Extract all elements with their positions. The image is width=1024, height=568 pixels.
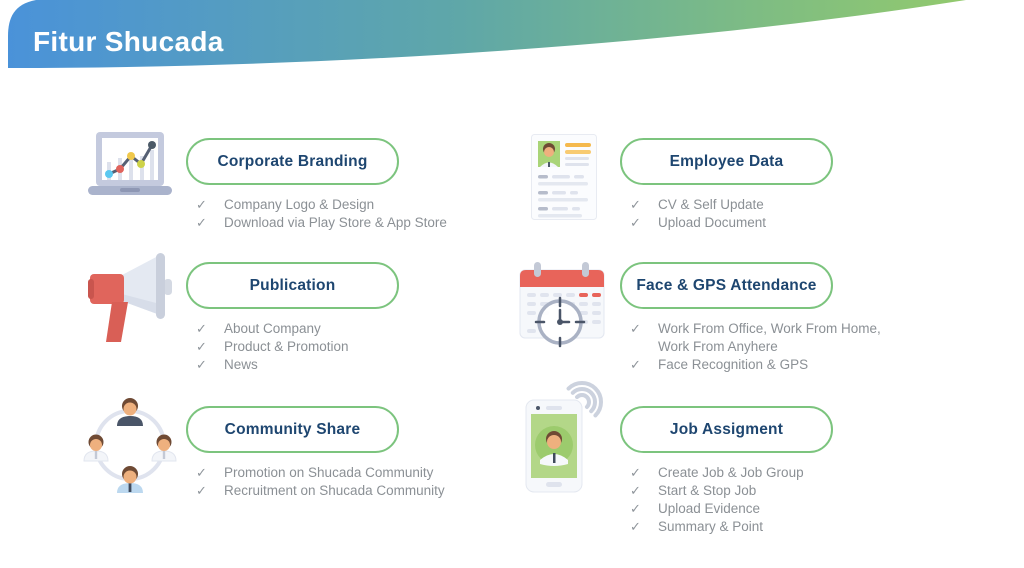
feature-community-share [82, 406, 502, 500]
feature-item-text: Upload Evidence [658, 501, 761, 516]
feature-item-text: Promotion on Shucada Community [224, 465, 434, 480]
header-band [0, 0, 1024, 80]
people-network-icon [82, 392, 178, 494]
feature-employee-data [516, 138, 936, 232]
feature-item-text: Create Job & Job Group [658, 465, 804, 480]
feature-item [620, 482, 936, 500]
laptop-chart-icon [82, 132, 178, 200]
feature-title-pill [620, 138, 833, 185]
megaphone-icon [82, 252, 178, 344]
feature-publication [82, 262, 502, 374]
id-card-icon [516, 134, 612, 220]
feature-item [186, 214, 502, 232]
feature-title-pill [186, 262, 399, 309]
check-icon: ✓ [196, 215, 207, 230]
feature-item [620, 320, 936, 356]
feature-item-text: Product & Promotion [224, 339, 349, 354]
feature-job-assigment [516, 406, 936, 536]
check-icon: ✓ [630, 501, 641, 516]
feature-item [620, 214, 936, 232]
feature-title: Corporate Branding [217, 152, 368, 170]
feature-title-pill [620, 262, 833, 309]
feature-item-text: Company Logo & Design [224, 197, 375, 212]
feature-title: Community Share [224, 420, 361, 438]
smartphone-wifi-icon [516, 380, 612, 496]
feature-item-text: Download via Play Store & App Store [224, 215, 447, 230]
check-icon: ✓ [630, 197, 641, 212]
feature-item-text: Start & Stop Job [658, 483, 757, 498]
feature-item [620, 518, 936, 536]
check-icon: ✓ [196, 357, 207, 372]
feature-item-text: About Company [224, 321, 321, 336]
feature-item-text: Face Recognition & GPS [658, 357, 809, 372]
feature-item-text: Work From Office, Work From Home, Work From Anyhere [658, 321, 881, 354]
feature-title-pill [186, 138, 399, 185]
feature-item [620, 356, 936, 374]
check-icon: ✓ [196, 465, 207, 480]
feature-title: Publication [249, 276, 336, 294]
feature-item [186, 482, 502, 500]
feature-corporate-branding [82, 138, 502, 232]
check-icon: ✓ [196, 197, 207, 212]
feature-item [620, 500, 936, 518]
feature-item [186, 356, 502, 374]
feature-item [186, 196, 502, 214]
check-icon: ✓ [630, 357, 641, 372]
check-icon: ✓ [196, 339, 207, 354]
feature-title: Face & GPS Attendance [636, 276, 817, 294]
feature-item [620, 196, 936, 214]
calendar-clock-icon [516, 260, 612, 348]
page-title: Fitur Shucada [33, 26, 224, 57]
feature-title-pill [620, 406, 833, 453]
check-icon: ✓ [196, 483, 207, 498]
check-icon: ✓ [630, 215, 641, 230]
check-icon: ✓ [630, 321, 641, 336]
feature-title-pill [186, 406, 399, 453]
feature-item-text: Upload Document [658, 215, 767, 230]
feature-item [186, 464, 502, 482]
feature-item [186, 338, 502, 356]
feature-item [620, 464, 936, 482]
check-icon: ✓ [630, 483, 641, 498]
feature-title: Job Assigment [669, 420, 784, 438]
feature-item-text: Recruitment on Shucada Community [224, 483, 445, 498]
feature-title: Employee Data [669, 152, 784, 170]
check-icon: ✓ [196, 321, 207, 336]
feature-item-text: Summary & Point [658, 519, 764, 534]
feature-face-gps-attendance [516, 262, 936, 374]
feature-item [186, 320, 502, 338]
feature-item-text: CV & Self Update [658, 197, 764, 212]
feature-item-text: News [224, 357, 258, 372]
check-icon: ✓ [630, 465, 641, 480]
check-icon: ✓ [630, 519, 641, 534]
